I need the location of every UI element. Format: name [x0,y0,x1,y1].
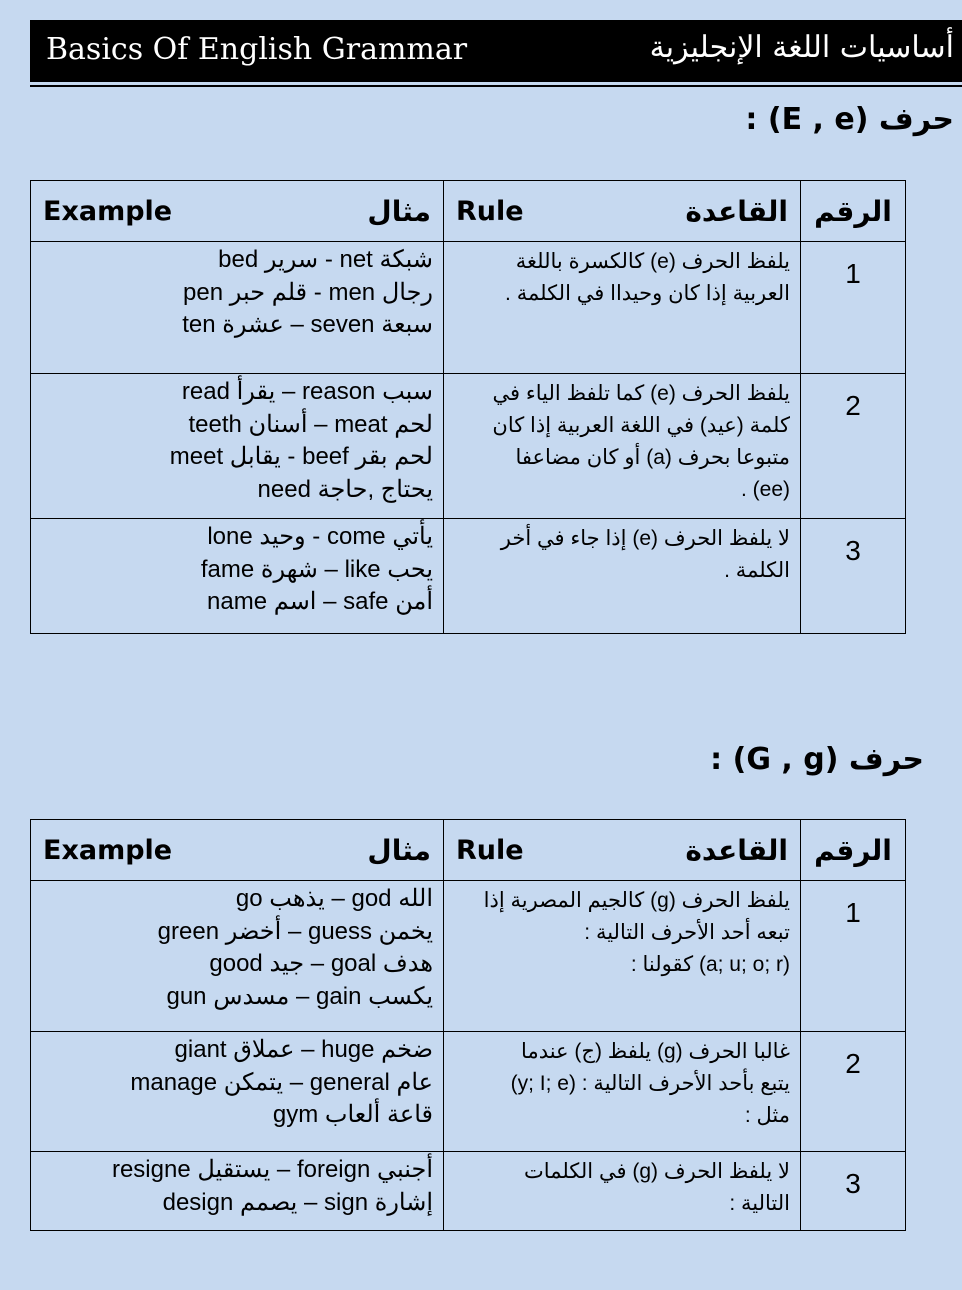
section-title-g: حرف (G , g) : [710,742,924,777]
rule-cell [444,881,801,1032]
table-row [31,1152,906,1231]
rule-line: مثل : [744,1104,790,1127]
header-rule-english: Rule [456,834,524,866]
header-example-arabic: مثال [367,194,431,228]
example-cell [31,1032,444,1152]
example-line: يكسب gain – مسدس gun [166,982,433,1010]
header-example [31,820,444,881]
rule-line: لا يلفظ الحرف (g) في الكلمات [524,1160,790,1183]
header-example [31,181,444,242]
rule-line: (ee) . [740,478,790,501]
header-example-english: Example [43,834,173,866]
rule-line: تبعه أحد الأحرف التالية : [584,921,790,944]
table-row [31,881,906,1032]
example-cell [31,242,444,374]
row-number: 3 [801,1152,906,1231]
rule-line: غالبا الحرف (g) يلفظ (ج) عندما [521,1040,790,1063]
example-line: رجال men - قلم حبر pen [183,278,433,306]
header-underline [30,85,962,87]
page-header [30,20,962,82]
header-rule-english: Rule [456,195,524,227]
table-header-row [31,181,906,242]
example-line: أجنبي foreign – يستقيل resigne [111,1156,433,1183]
example-cell [31,519,444,634]
header-rule [444,820,801,881]
example-cell [31,374,444,519]
example-line: شبكة net - سرير bed [218,246,433,273]
rule-cell [444,1152,801,1231]
row-number: 3 [801,519,906,634]
rules-table-e [30,180,906,634]
rules-table-g [30,819,906,1231]
rule-line: يلفظ الحرف (g) كالجيم المصرية إذا [483,889,790,912]
example-line: الله god – يذهب go [235,885,433,912]
row-number: 2 [801,1032,906,1152]
rule-line: كلمة (عيد) في اللغة العربية إذا كان [492,414,790,437]
rule-cell [444,374,801,519]
table-row [31,1032,906,1152]
rule-line: (a; u; o; r) كقولنا : [630,953,790,976]
example-line: لحم بقر beef - يقابل meet [169,443,433,470]
header-number: الرقم [801,820,906,881]
table-row [31,374,906,519]
table-header-row [31,820,906,881]
header-rule-arabic: القاعدة [685,833,788,867]
example-line: هدف goal – جيد good [209,950,433,977]
rule-cell [444,1032,801,1152]
rule-line: الكلمة . [724,559,790,582]
example-line: لحم meat – أسنان teeth [188,410,433,438]
header-title-arabic: أساسيات اللغة الإنجليزية [649,30,954,65]
row-number: 1 [801,881,906,1032]
example-cell [31,1152,444,1231]
example-line: يحب like – شهرة fame [200,555,433,583]
example-line: ضخم huge – عملاق giant [174,1036,433,1063]
rule-line: متبوعا بحرف (a) أو كان مضاعفا [515,446,790,469]
header-rule-arabic: القاعدة [685,194,788,228]
section-title-e: حرف (E , e) : [745,102,954,137]
example-line: يخمن guess – أخضر green [157,917,433,945]
example-line: يحتاج ,حاجة need [257,475,433,503]
rule-cell [444,242,801,374]
example-line: سبعة seven – عشرة ten [182,311,433,338]
header-example-arabic: مثال [367,833,431,867]
rule-line: العربية إذا كان وحيداا في الكلمة . [505,282,790,305]
example-cell [31,881,444,1032]
example-line: أمن safe – اسم name [207,588,433,615]
rule-line: يلفظ الحرف (e) كالكسرة باللغة [515,250,790,273]
example-line: إشارة sign – يصمم design [162,1188,433,1216]
example-line: سبب reason – يقرأ read [181,378,433,405]
header-rule [444,181,801,242]
table-row [31,519,906,634]
row-number: 1 [801,242,906,374]
rule-line: يلفظ الحرف (e) كما تلفظ الياء في [492,382,790,405]
rule-line: التالية : [729,1192,790,1215]
rule-line: لا يلفظ الحرف (e) إذا جاء في أخر [500,527,790,550]
example-line: عام general – يتمكن manage [130,1068,433,1096]
table-row [31,242,906,374]
header-example-english: Example [43,195,173,227]
rule-cell [444,519,801,634]
rule-line: يتبع بأحد الأحرف التالية : (y; I; e) [510,1072,790,1095]
row-number: 2 [801,374,906,519]
example-line: قاعة ألعاب gym [272,1101,433,1128]
header-title-english: Basics Of English Grammar [46,32,468,67]
example-line: يأتي come - وحيد lone [207,523,433,550]
header-number: الرقم [801,181,906,242]
